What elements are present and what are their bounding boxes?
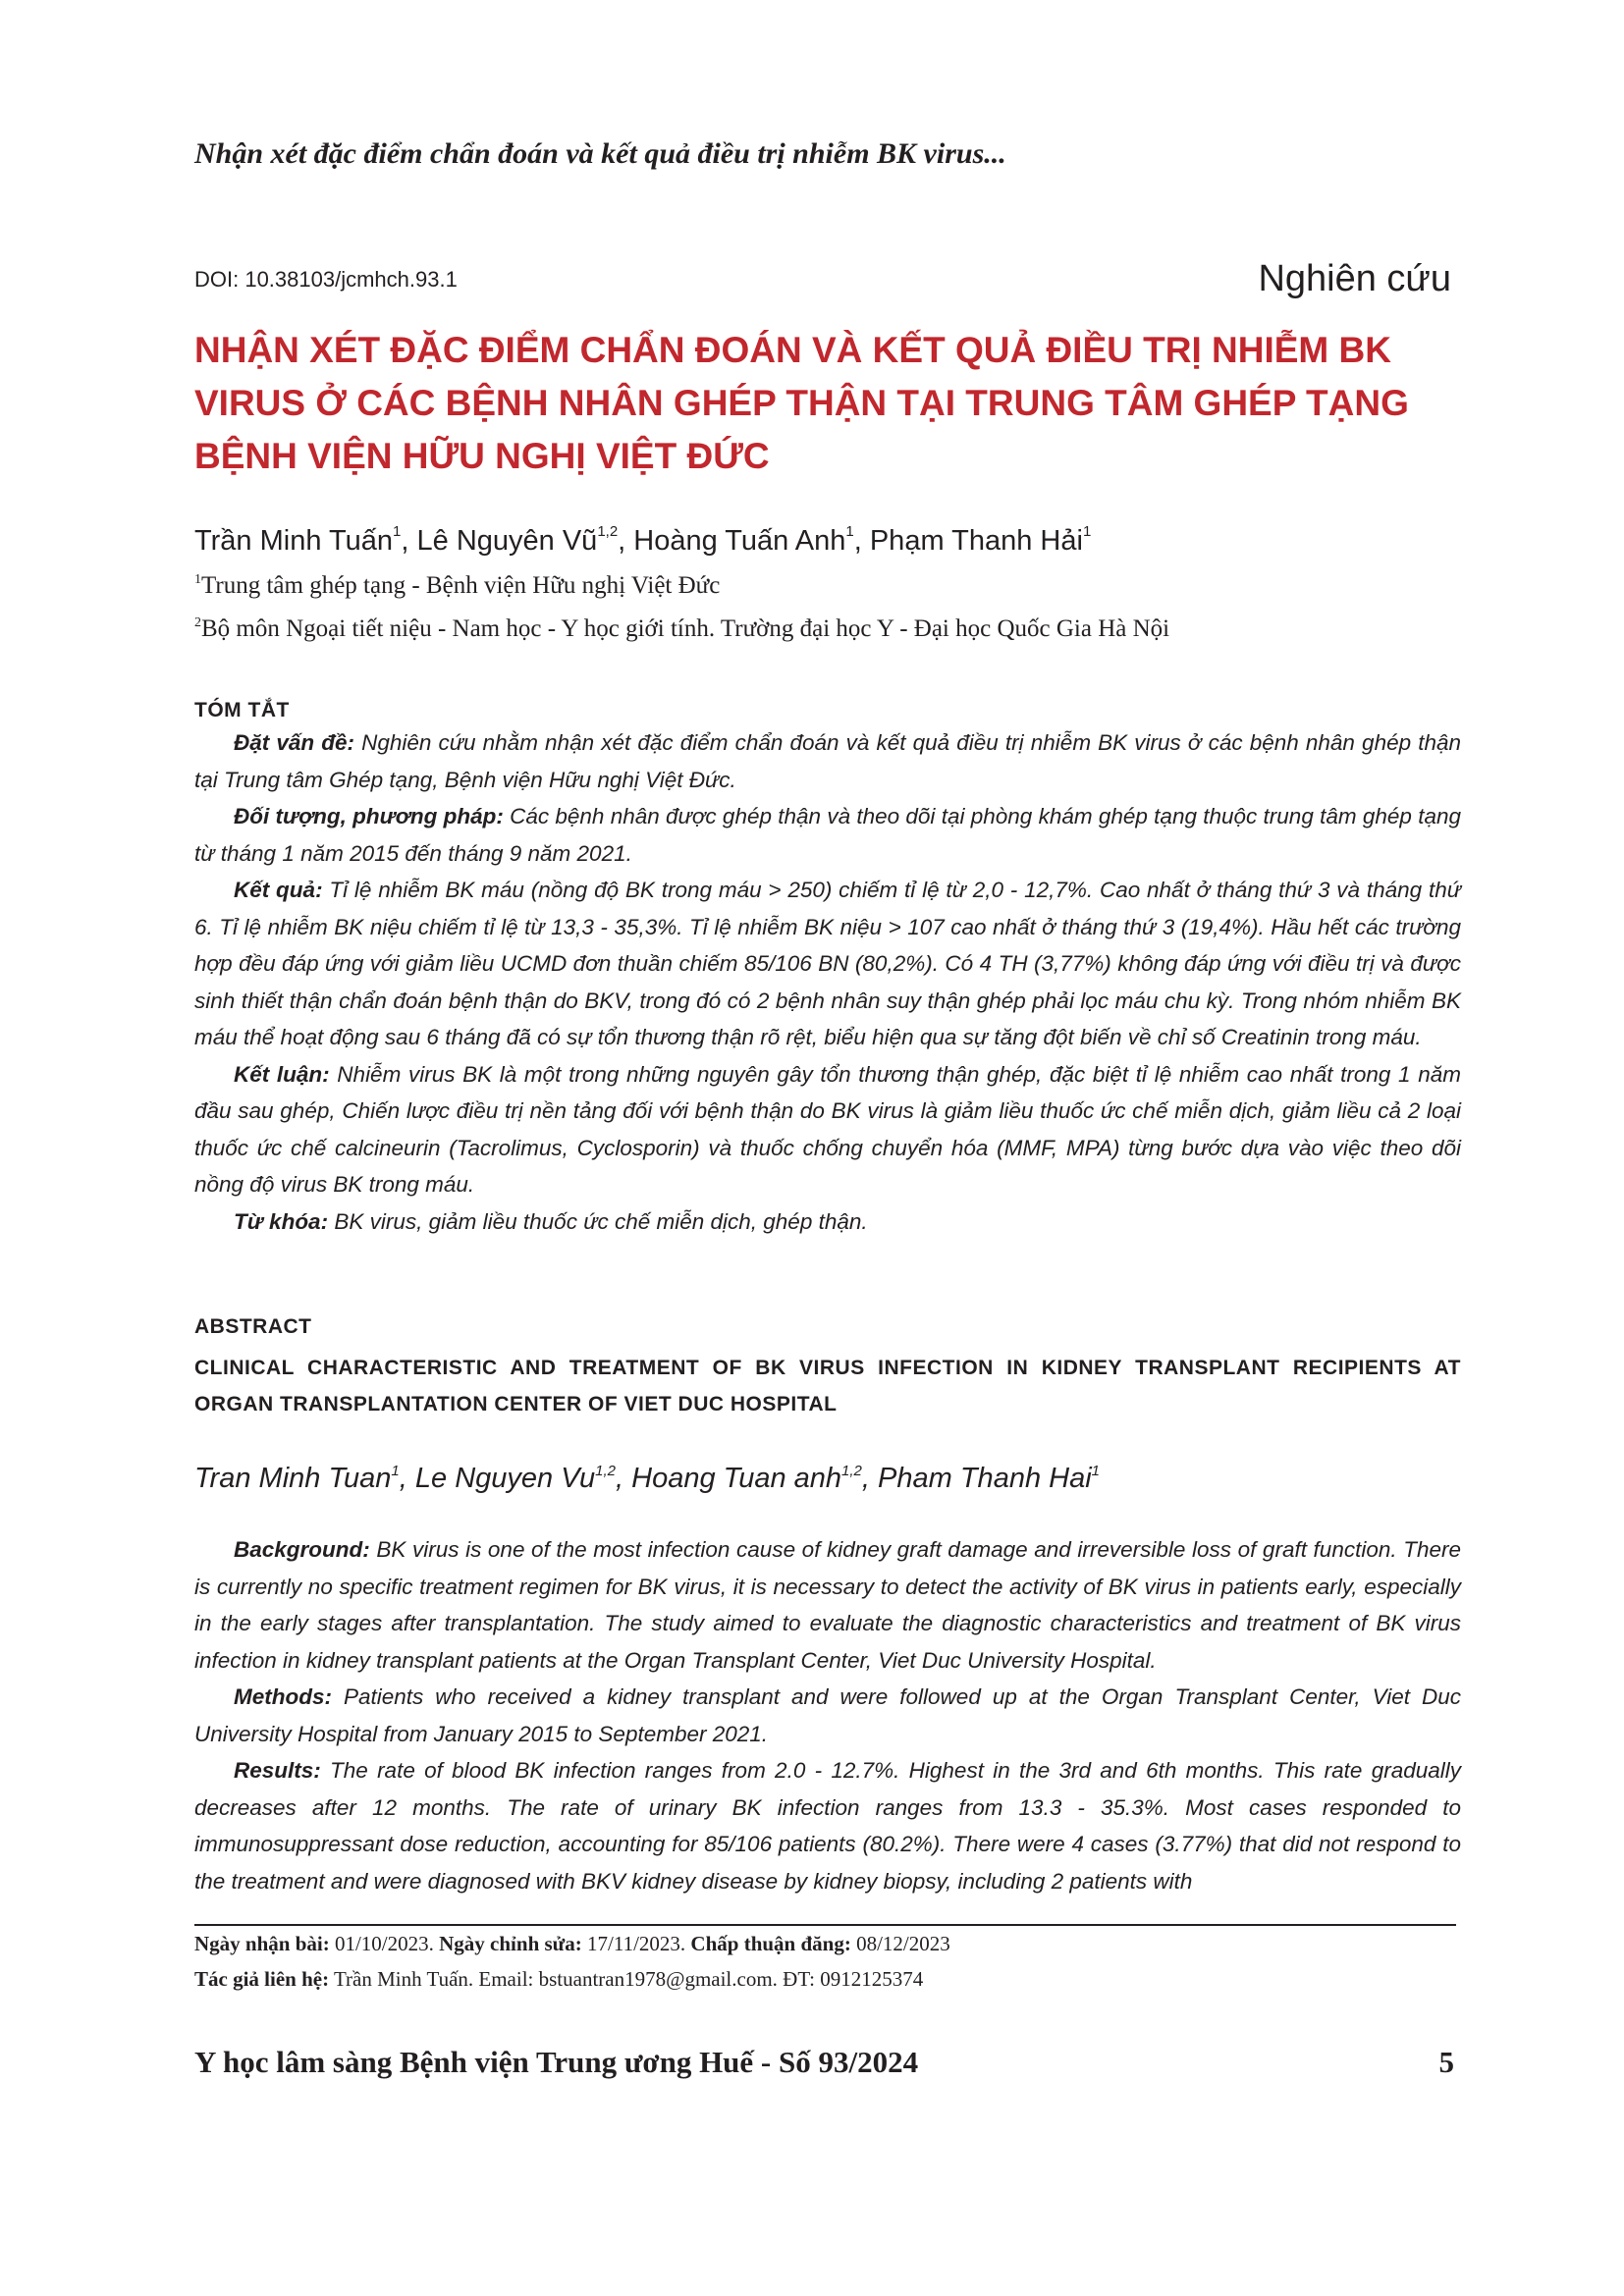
author-superscript: 1,2: [841, 1463, 862, 1479]
paragraph-text: Nghiên cứu nhằm nhận xét đặc điểm chẩn đoán và kết quả điều trị nhiễm BK virus ở các bệnh nhân ghép thận tại Trung tâm Ghép tạng, Bệnh viện Hữu nghị Việt Đức.: [194, 730, 1462, 792]
author-separator: ,: [618, 525, 634, 557]
affiliation-text: Bộ môn Ngoại tiết niệu - Nam học - Y học giới tính. Trường đại học Y - Đại học Quốc Gia Hà Nội: [201, 615, 1170, 642]
footnote-dates: [194, 1932, 1461, 1956]
received-date: 01/10/2023.: [329, 1932, 440, 1955]
page-number: 5: [1438, 2045, 1454, 2079]
paragraph-label: Methods:: [234, 1684, 332, 1709]
doi[interactable]: DOI: 10.38103/jcmhch.93.1: [194, 267, 458, 292]
paragraph-text: Tỉ lệ nhiễm BK máu (nồng độ BK trong máu > 250) chiếm tỉ lệ từ 2,0 - 12,7%. Cao nhất ở tháng thứ 3 và tháng thứ 6. Tỉ lệ nhiễm BK niệu chiếm tỉ lệ từ 13,3 - 35,3%. Tỉ lệ nhiễm BK niệu > 107 cao nhất ở tháng thứ 3 (19,4%). Hầu hết các trường hợp đều đáp ứng với giảm liều UCMD đơn thuần chiếm 85/106 BN (80,2%). Có 4 TH (3,77%) không đáp ứng với điều trị và được sinh thiết thận chẩn đoán bệnh thận do BKV, trong đó có 2 bệnh nhân suy thận ghép phải lọc máu chu kỳ. Trong nhóm nhiễm BK máu thể hoạt động sau 6 tháng đã có sự tổn thương thận rõ rệt, biểu hiện qua sự tăng đột biến về chỉ số Creatinin trong máu.: [194, 878, 1462, 1049]
author-name: Le Nguyen Vu: [414, 1463, 596, 1494]
revised-label: Ngày chỉnh sửa:: [439, 1932, 582, 1955]
paragraph-text: Các bệnh nhân được ghép thận và theo dõi tại phòng khám ghép tạng thuộc trung tâm ghép tạng từ tháng 1 năm 2015 đến tháng 9 năm 2021.: [194, 804, 1461, 866]
paragraph-label: Kết luận:: [234, 1061, 330, 1087]
paragraph-text: BK virus, giảm liều thuốc ức chế miễn dịch, ghép thận.: [328, 1208, 868, 1234]
author-separator: ,: [861, 1463, 879, 1494]
footnote-divider: [194, 1924, 1456, 1926]
author-list: [194, 525, 1461, 558]
author-superscript: 1: [393, 523, 402, 540]
running-head: Nhận xét đặc điểm chẩn đoán và kết quả điều trị nhiễm BK virus...: [194, 137, 1006, 170]
author-name: Pham Thanh Hai: [878, 1463, 1092, 1494]
contact-details: Trần Minh Tuấn. Email: bstuantran1978@gmail.com. ĐT: 0912125374: [329, 1967, 924, 1991]
affiliation-superscript: 1: [194, 572, 201, 587]
english-author-list: [194, 1463, 1461, 1495]
affiliation-superscript: 2: [194, 615, 201, 630]
paragraph-label: Đặt vấn đề:: [234, 730, 354, 755]
author-name: Hoang Tuan anh: [631, 1463, 842, 1494]
article-title: NHẬN XÉT ĐẶC ĐIỂM CHẨN ĐOÁN VÀ KẾT QUẢ ĐIỀU TRỊ NHIỄM BK VIRUS Ở CÁC BỆNH NHÂN GHÉP THẬN TẠI TRUNG TÂM GHÉP TẠNG BỆNH VIỆN HỮU NGHỊ VIỆT ĐỨC: [194, 330, 1409, 476]
author-superscript: 1,2: [595, 1463, 617, 1479]
paragraph-text: BK virus is one of the most infection cause of kidney graft damage and irreversible loss of graft function. There is currently no specific treatment regimen for BK virus, it is necessary to detect the activity of BK virus in patients early, especially in the early stages after transplantation. The study aimed to evaluate the diagnostic characteristics and treatment of BK virus infection in kidney transplant patients at the Organ Transplant Center, Viet Duc University Hospital.: [194, 1537, 1461, 1673]
accepted-date: 08/12/2023: [850, 1932, 950, 1955]
received-label: Ngày nhận bài:: [194, 1932, 330, 1955]
author-name: Trần Minh Tuấn: [194, 525, 394, 557]
paragraph-label: Đối tượng, phương pháp:: [234, 804, 504, 828]
abstract-paragraph: [194, 1679, 1461, 1752]
summary-paragraph: [194, 872, 1461, 1056]
abstract-paragraph: [194, 1752, 1461, 1899]
doi-row: [194, 241, 1451, 300]
author-separator: ,: [399, 1463, 415, 1494]
paragraph-label: Results:: [234, 1758, 321, 1783]
section-type: Nghiên cứu: [1258, 258, 1451, 299]
author-superscript: 1,2: [597, 523, 619, 540]
author-separator: ,: [401, 525, 417, 557]
paragraph-label: Kết quả:: [234, 878, 323, 902]
paragraph-text: Patients who received a kidney transplant and were followed up at the Organ Transplant Center, Viet Duc University Hospital from January 2015 to September 2021.: [194, 1684, 1461, 1746]
summary-paragraph: [194, 724, 1461, 798]
abstract-title: CLINICAL CHARACTERISTIC AND TREATMENT OF BK VIRUS INFECTION IN KIDNEY TRANSPLANT RECIPIENTS AT ORGAN TRANSPLANTATION CENTER OF VIET DUC HOSPITAL: [194, 1357, 1461, 1415]
author-separator: ,: [853, 525, 870, 557]
paragraph-text: Nhiễm virus BK là một trong những nguyên gây tổn thương thận ghép, đặc biệt tỉ lệ nhiễm cao nhất trong 1 năm đầu sau ghép, Chiến lược điều trị nền tảng đối với bệnh thận do BK virus là giảm liều thuốc ức chế miễn dịch, giảm liều cả 2 loại thuốc ức chế calcineurin (Tacrolimus, Cyclosporin) và thuốc chống chuyển hóa (MMF, MPA) từng bước dựa vào việc theo dõi nồng độ virus BK trong máu.: [194, 1061, 1461, 1197]
author-superscript: 1: [845, 523, 854, 540]
footnote-contact: [194, 1967, 1461, 1992]
paragraph-text: The rate of blood BK infection ranges from 2.0 - 12.7%. Highest in the 3rd and 6th months. This rate gradually decreases after 12 months. The rate of urinary BK infection ranges from 13.3 - 35.3%. Most cases responded to immunosuppressant dose reduction, accounting for 85/106 patients (80.2%). There were 4 cases (3.77%) that did not respond to the treatment and were diagnosed with BKV kidney disease by kidney biopsy, including 2 patients with: [194, 1758, 1461, 1894]
accepted-label: Chấp thuận đăng:: [690, 1932, 851, 1955]
page-footer: [194, 2045, 1454, 2080]
author-name: Tran Minh Tuan: [194, 1463, 392, 1494]
affiliation-2: [194, 615, 1461, 643]
author-superscript: 1: [391, 1463, 400, 1479]
contact-label: Tác giả liên hệ:: [194, 1967, 330, 1991]
summary-paragraph: [194, 1203, 1461, 1241]
paragraph-label: Từ khóa:: [234, 1208, 329, 1234]
journal-name: Y học lâm sàng Bệnh viện Trung ương Huế - Số 93/2024: [194, 2045, 919, 2079]
paragraph-label: Background:: [234, 1537, 370, 1562]
abstract-heading: ABSTRACT: [194, 1315, 312, 1338]
author-separator: ,: [616, 1463, 632, 1494]
author-superscript: 1: [1091, 1463, 1100, 1479]
author-superscript: 1: [1082, 523, 1092, 540]
author-name: Phạm Thanh Hải: [869, 525, 1083, 557]
summary-body: [194, 724, 1461, 1240]
summary-paragraph: [194, 1056, 1461, 1203]
affiliation-1: [194, 572, 1461, 600]
abstract-body: [194, 1531, 1461, 1899]
author-name: Hoàng Tuấn Anh: [633, 525, 846, 557]
summary-heading: TÓM TẮT: [194, 699, 290, 721]
affiliation-text: Trung tâm ghép tạng - Bệnh viện Hữu nghị Việt Đức: [201, 572, 721, 599]
summary-paragraph: [194, 798, 1461, 872]
author-name: Lê Nguyên Vũ: [416, 525, 598, 557]
revised-date: 17/11/2023.: [581, 1932, 691, 1955]
abstract-paragraph: [194, 1531, 1461, 1679]
